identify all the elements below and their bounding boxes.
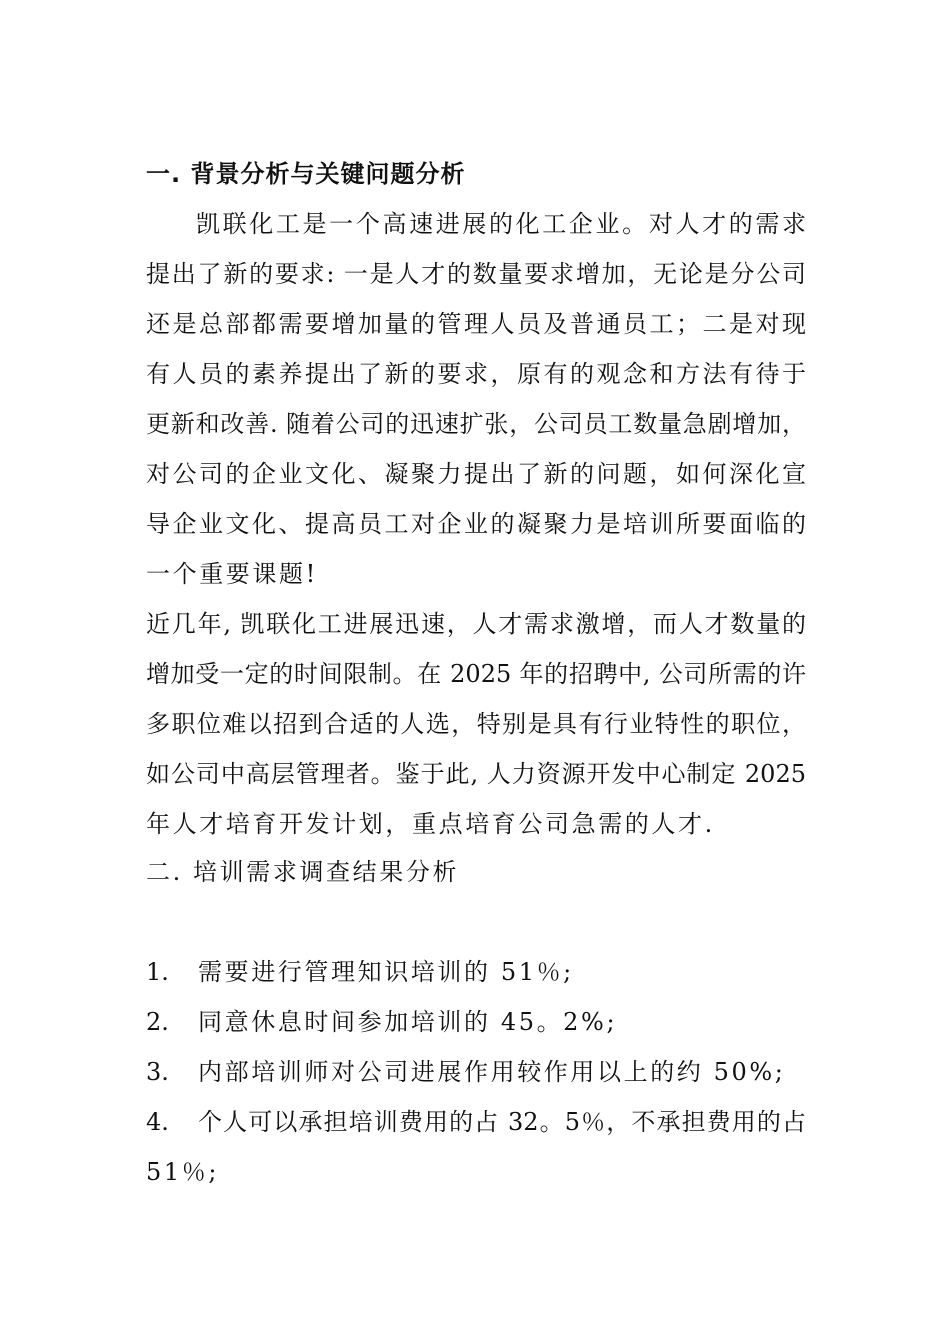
paragraph-line: 近几年, 凯联化工进展迅速，人才需求激增，而人才数量的 [146, 610, 806, 638]
paragraph-line: 更新和改善. 随着公司的迅速扩张，公司员工数量急剧增加， [146, 410, 806, 438]
section-heading-2: 二. 培训需求调查结果分析 [146, 858, 460, 886]
list-item: 内部培训师对公司进展作用较作用以上的约 50%; [198, 1058, 786, 1086]
list-item-number: 4. [146, 1108, 169, 1136]
list-item-continuation: 51％; [146, 1158, 220, 1186]
paragraph-line: 增加受一定的时间限制。在 2025 年的招聘中, 公司所需的许 [146, 660, 806, 688]
paragraph-line: 凯联化工是一个高速进展的化工企业。对人才的需求 [196, 210, 806, 238]
section-heading-1: 一. 背景分析与关键问题分析 [146, 160, 466, 188]
paragraph-line: 对公司的企业文化、凝聚力提出了新的问题，如何深化宣 [146, 460, 806, 488]
paragraph-line: 有人员的素养提出了新的要求，原有的观念和方法有待于 [146, 360, 806, 388]
paragraph-line: 如公司中高层管理者。鉴于此, 人力资源开发中心制定 2025 [146, 760, 806, 788]
list-item-number: 2. [146, 1008, 169, 1036]
list-item-number: 3. [146, 1058, 169, 1086]
list-item: 个人可以承担培训费用的占 32。5％，不承担费用的占 [198, 1108, 806, 1136]
paragraph-line: 多职位难以招到合适的人选，特别是具有行业特性的职位， [146, 710, 806, 738]
list-item: 需要进行管理知识培训的 51％; [198, 958, 574, 986]
paragraph-line: 导企业文化、提高员工对企业的凝聚力是培训所要面临的 [146, 510, 806, 538]
list-item-number: 1. [146, 958, 169, 986]
list-item: 同意休息时间参加培训的 45。2%; [198, 1008, 618, 1036]
paragraph-line: 一个重要课题! [146, 560, 318, 588]
paragraph-line: 年人才培育开发计划，重点培育公司急需的人才. [146, 810, 715, 838]
paragraph-line: 提出了新的要求: 一是人才的数量要求增加，无论是分公司 [146, 260, 806, 288]
paragraph-line: 还是总部都需要增加量的管理人员及普通员工；二是对现 [146, 310, 806, 338]
